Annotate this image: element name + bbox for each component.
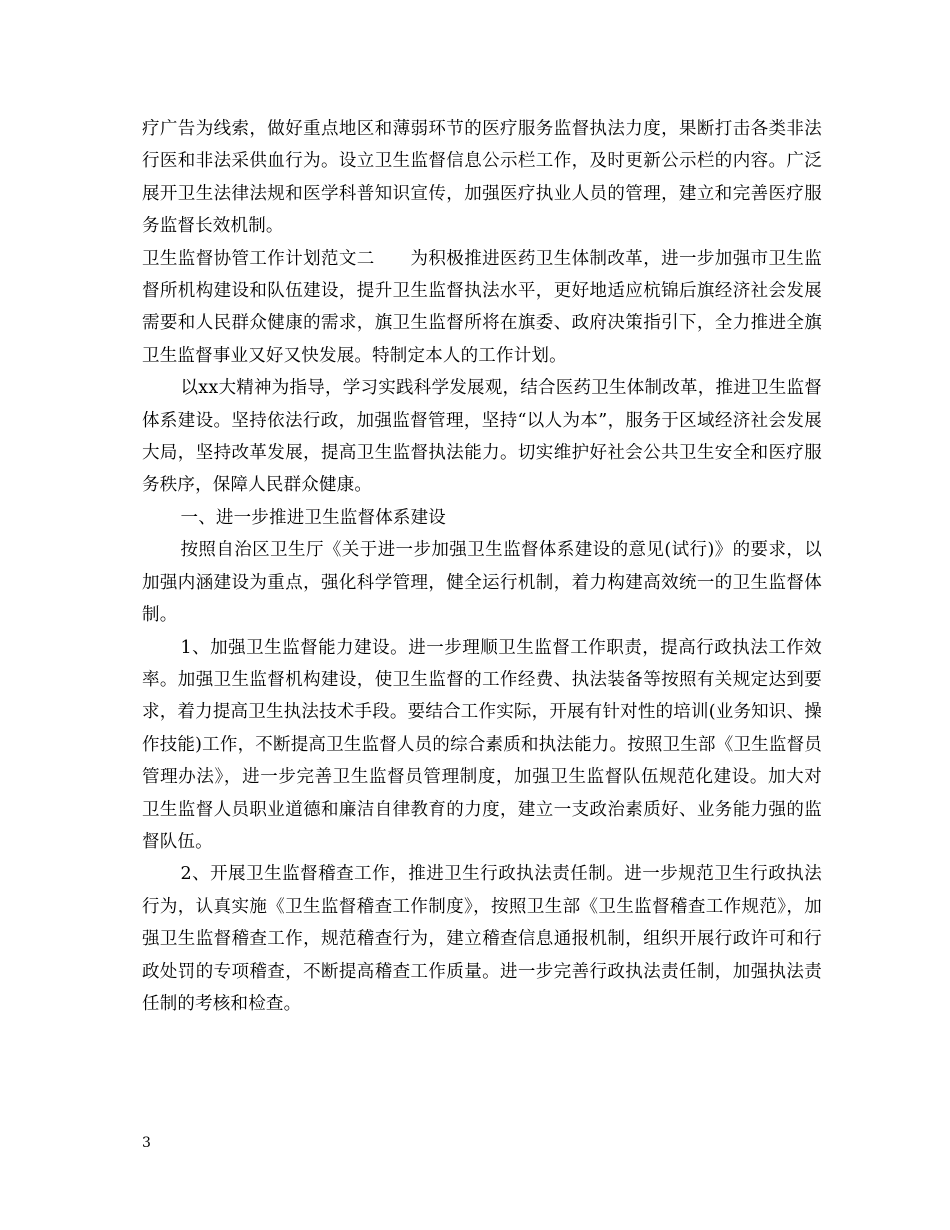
paragraph-7: 2、开展卫生监督稽查工作，推进卫生行政执法责任制。进一步规范卫生行政执法行为，认真实施《卫生监督稽查工作制度》，按照卫生部《卫生监督稽查工作规范》，加强卫生监督稽查工作，规范稽查行为，建立稽查信息通报机制，组织开展行政许可和行政处罚的专项稽查，不断提高稽查工作质量。进一步完善行政执法责任制，加强执法责任制的考核和检查。	[142, 864, 822, 1014]
paragraph-1: 疗广告为线索，做好重点地区和薄弱环节的医疗服务监督执法力度，果断打击各类非法行医和非法采供血行为。设立卫生监督信息公示栏工作，及时更新公示栏的内容。广泛展开卫生法律法规和医学科普知识宣传，加强医疗执业人员的管理，建立和完善医疗服务监督长效机制。	[142, 119, 822, 237]
paragraph-5: 按照自治区卫生厅《关于进一步加强卫生监督体系建设的意见(试行)》的要求，以加强内涵建设为重点，强化科学管理，健全运行机制，着力构建高效统一的卫生监督体制。	[142, 540, 822, 626]
paragraph-6: 1、加强卫生监督能力建设。进一步理顺卫生监督工作职责，提高行政执法工作效率。加强卫生监督机构建设，使卫生监督的工作经费、执法装备等按照有关规定达到要求，着力提高卫生执法技术手段。要结合工作实际，开展有针对性的培训(业务知识、操作技能)工作，不断提高卫生监督人员的综合素质和执法能力。按照卫生部《卫生监督员管理办法》，进一步完善卫生监督员管理制度，加强卫生监督队伍规范化建设。加大对卫生监督人员职业道德和廉洁自律教育的力度，建立一支政治素质好、业务能力强的监督队伍。	[142, 637, 822, 852]
paragraph-3: 以xx大精神为指导，学习实践科学发展观，结合医药卫生体制改革，推进卫生监督体系建设。坚持依法行政，加强监督管理，坚持“以人为本”，服务于区域经济社会发展大局，坚持改革发展，提高卫生监督执法能力。切实维护好社会公共卫生安全和医疗服务秩序，保障人民群众健康。	[142, 378, 822, 496]
page-number: 3	[142, 1135, 151, 1151]
paragraph-2: 卫生监督协管工作计划范文二 为积极推进医药卫生体制改革，进一步加强市卫生监督所机构建设和队伍建设，提升卫生监督执法水平，更好地适应杭锦后旗经济社会发展需要和人民群众健康的需求，旗卫生监督所将在旗委、政府决策指引下，全力推进全旗卫生监督事业又好又快发展。特制定本人的工作计划。	[142, 248, 822, 366]
section-heading: 一、进一步推进卫生监督体系建设	[180, 507, 446, 528]
document-body	[142, 113, 822, 1020]
